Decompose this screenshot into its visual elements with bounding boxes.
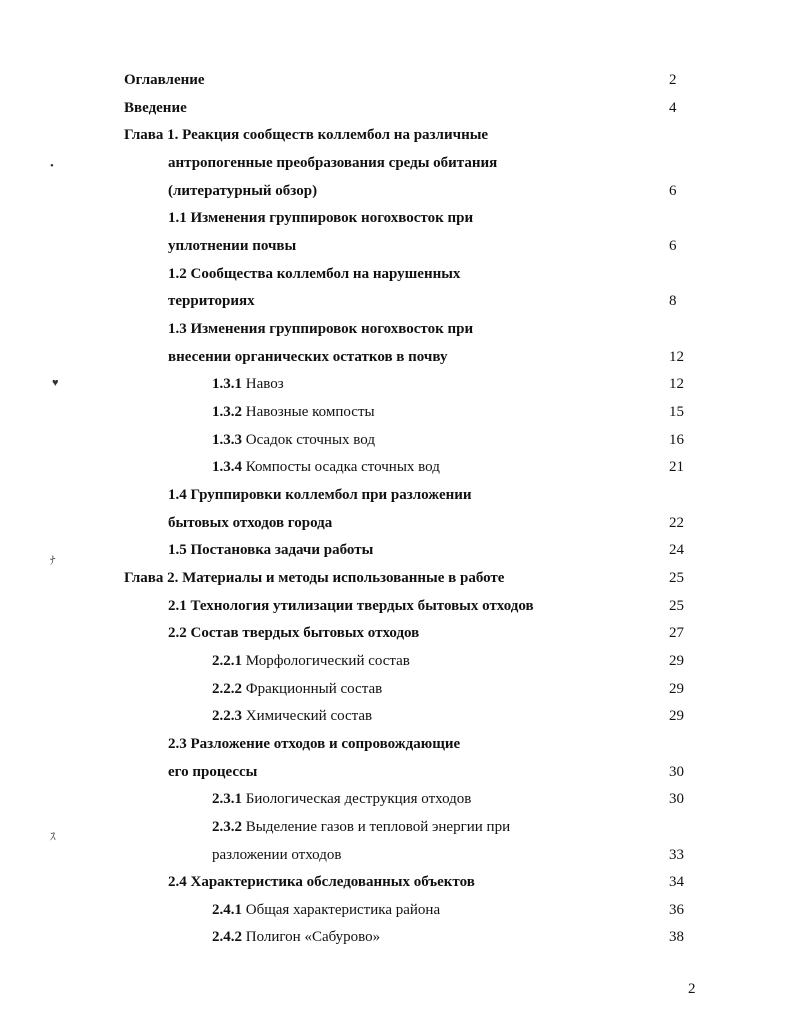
toc-entry (212, 373, 284, 395)
toc-entry-title: Навозные компосты (242, 404, 375, 420)
toc-entry-title: антропогенные преобразования среды обитания (168, 155, 498, 171)
toc-entry-title: внесении органических остатков в почву (168, 349, 448, 365)
toc-entry (212, 816, 510, 838)
toc-entry (212, 429, 375, 451)
toc-entry-page: 29 (669, 708, 684, 724)
toc-entry-number: 2.2.3 (212, 708, 242, 724)
toc-entry-title: бытовых отходов города (168, 515, 333, 531)
scan-artifact-mark: ｽ (50, 831, 56, 843)
toc-entry-page: 30 (669, 791, 684, 807)
toc-entry-title: Оглавление (124, 72, 205, 88)
toc-entry-page: 16 (669, 432, 684, 448)
toc-entry-number: 2.2.2 (212, 681, 242, 697)
toc-entry-title: 1.2 Сообщества коллембол на нарушенных (168, 266, 461, 282)
toc-entry-number: 1.3.4 (212, 459, 242, 475)
toc-entry (212, 650, 410, 672)
toc-entry-page: 29 (669, 681, 684, 697)
toc-entry-page: 2 (669, 72, 677, 88)
toc-entry-page: 38 (669, 929, 684, 945)
toc-entry-title: Выделение газов и тепловой энергии при (242, 819, 511, 835)
scan-artifact-mark: ♥ (52, 377, 59, 389)
toc-entry-page: 25 (669, 570, 684, 586)
toc-entry-title: Общая характеристика района (242, 902, 441, 918)
toc-entry-page: 30 (669, 764, 684, 780)
toc-entry-title: 2.1 Технология утилизации твердых бытовых отходов (168, 598, 534, 614)
toc-entry-title: территориях (168, 293, 255, 309)
toc-entry-page: 4 (669, 100, 677, 116)
scan-artifact-mark: ﾅ (50, 555, 56, 567)
toc-entry-page: 22 (669, 515, 684, 531)
toc-entry-page: 21 (669, 459, 684, 475)
toc-entry-page: 24 (669, 542, 684, 558)
toc-entry-number: 2.4.2 (212, 929, 242, 945)
toc-entry (212, 401, 375, 423)
toc-entry-page: 6 (669, 183, 677, 199)
toc-entry-title: 2.2 Состав твердых бытовых отходов (168, 625, 420, 641)
toc-entry-title: Фракционный состав (242, 681, 383, 697)
toc-entry (212, 899, 440, 921)
toc-entry-page: 15 (669, 404, 684, 420)
toc-entry-page: 33 (669, 847, 684, 863)
toc-entry-page: 27 (669, 625, 684, 641)
toc-entry-title: Введение (124, 100, 187, 116)
toc-entry-title: Биологическая деструкция отходов (242, 791, 472, 807)
toc-entry-title: 2.4 Характеристика обследованных объектов (168, 874, 475, 890)
toc-entry-title: Химический состав (242, 708, 373, 724)
toc-entry-title: разложении отходов (212, 847, 342, 863)
footer-page-number: 2 (688, 981, 696, 997)
toc-entry-number: 1.3.3 (212, 432, 242, 448)
toc-entry-page: 34 (669, 874, 684, 890)
scan-artifact-mark: •ﾞ (50, 160, 63, 172)
toc-entry-title: уплотнении почвы (168, 238, 297, 254)
toc-entry-number: 2.4.1 (212, 902, 242, 918)
toc-entry-title: 1.3 Изменения группировок ногохвосток при (168, 321, 474, 337)
toc-entry-number: 2.3.1 (212, 791, 242, 807)
toc-entry-title: Осадок сточных вод (242, 432, 375, 448)
toc-entry (212, 926, 380, 948)
toc-entry-page: 29 (669, 653, 684, 669)
toc-entry-title: Глава 2. Материалы и методы использованные в работе (124, 570, 505, 586)
toc-entry (212, 678, 382, 700)
toc-entry-title: Навоз (242, 376, 284, 392)
toc-entry-page: 6 (669, 238, 677, 254)
toc-entry-title: Полигон «Сабурово» (242, 929, 381, 945)
toc-entry-number: 1.3.1 (212, 376, 242, 392)
toc-entry-page: 25 (669, 598, 684, 614)
toc-entry-title: его процессы (168, 764, 258, 780)
toc-entry-title: Глава 1. Реакция сообществ коллембол на различные (124, 127, 489, 143)
toc-entry-title: 1.1 Изменения группировок ногохвосток при (168, 210, 474, 226)
toc-entry-number: 1.3.2 (212, 404, 242, 420)
toc-entry-title: 1.5 Постановка задачи работы (168, 542, 374, 558)
toc-entry (212, 456, 440, 478)
toc-entry-title: 1.4 Группировки коллембол при разложении (168, 487, 472, 503)
toc-entry-page: 12 (669, 376, 684, 392)
toc-entry-title: Компосты осадка сточных вод (242, 459, 440, 475)
toc-entry (212, 705, 372, 727)
toc-entry-number: 2.2.1 (212, 653, 242, 669)
toc-entry-number: 2.3.2 (212, 819, 242, 835)
toc-entry-title: 2.3 Разложение отходов и сопровождающие (168, 736, 461, 752)
toc-entry-title: Морфологический состав (242, 653, 410, 669)
toc-entry-page: 36 (669, 902, 684, 918)
toc-entry-title: (литературный обзор) (168, 183, 318, 199)
toc-entry-page: 12 (669, 349, 684, 365)
toc-entry-page: 8 (669, 293, 677, 309)
toc-entry (212, 788, 471, 810)
